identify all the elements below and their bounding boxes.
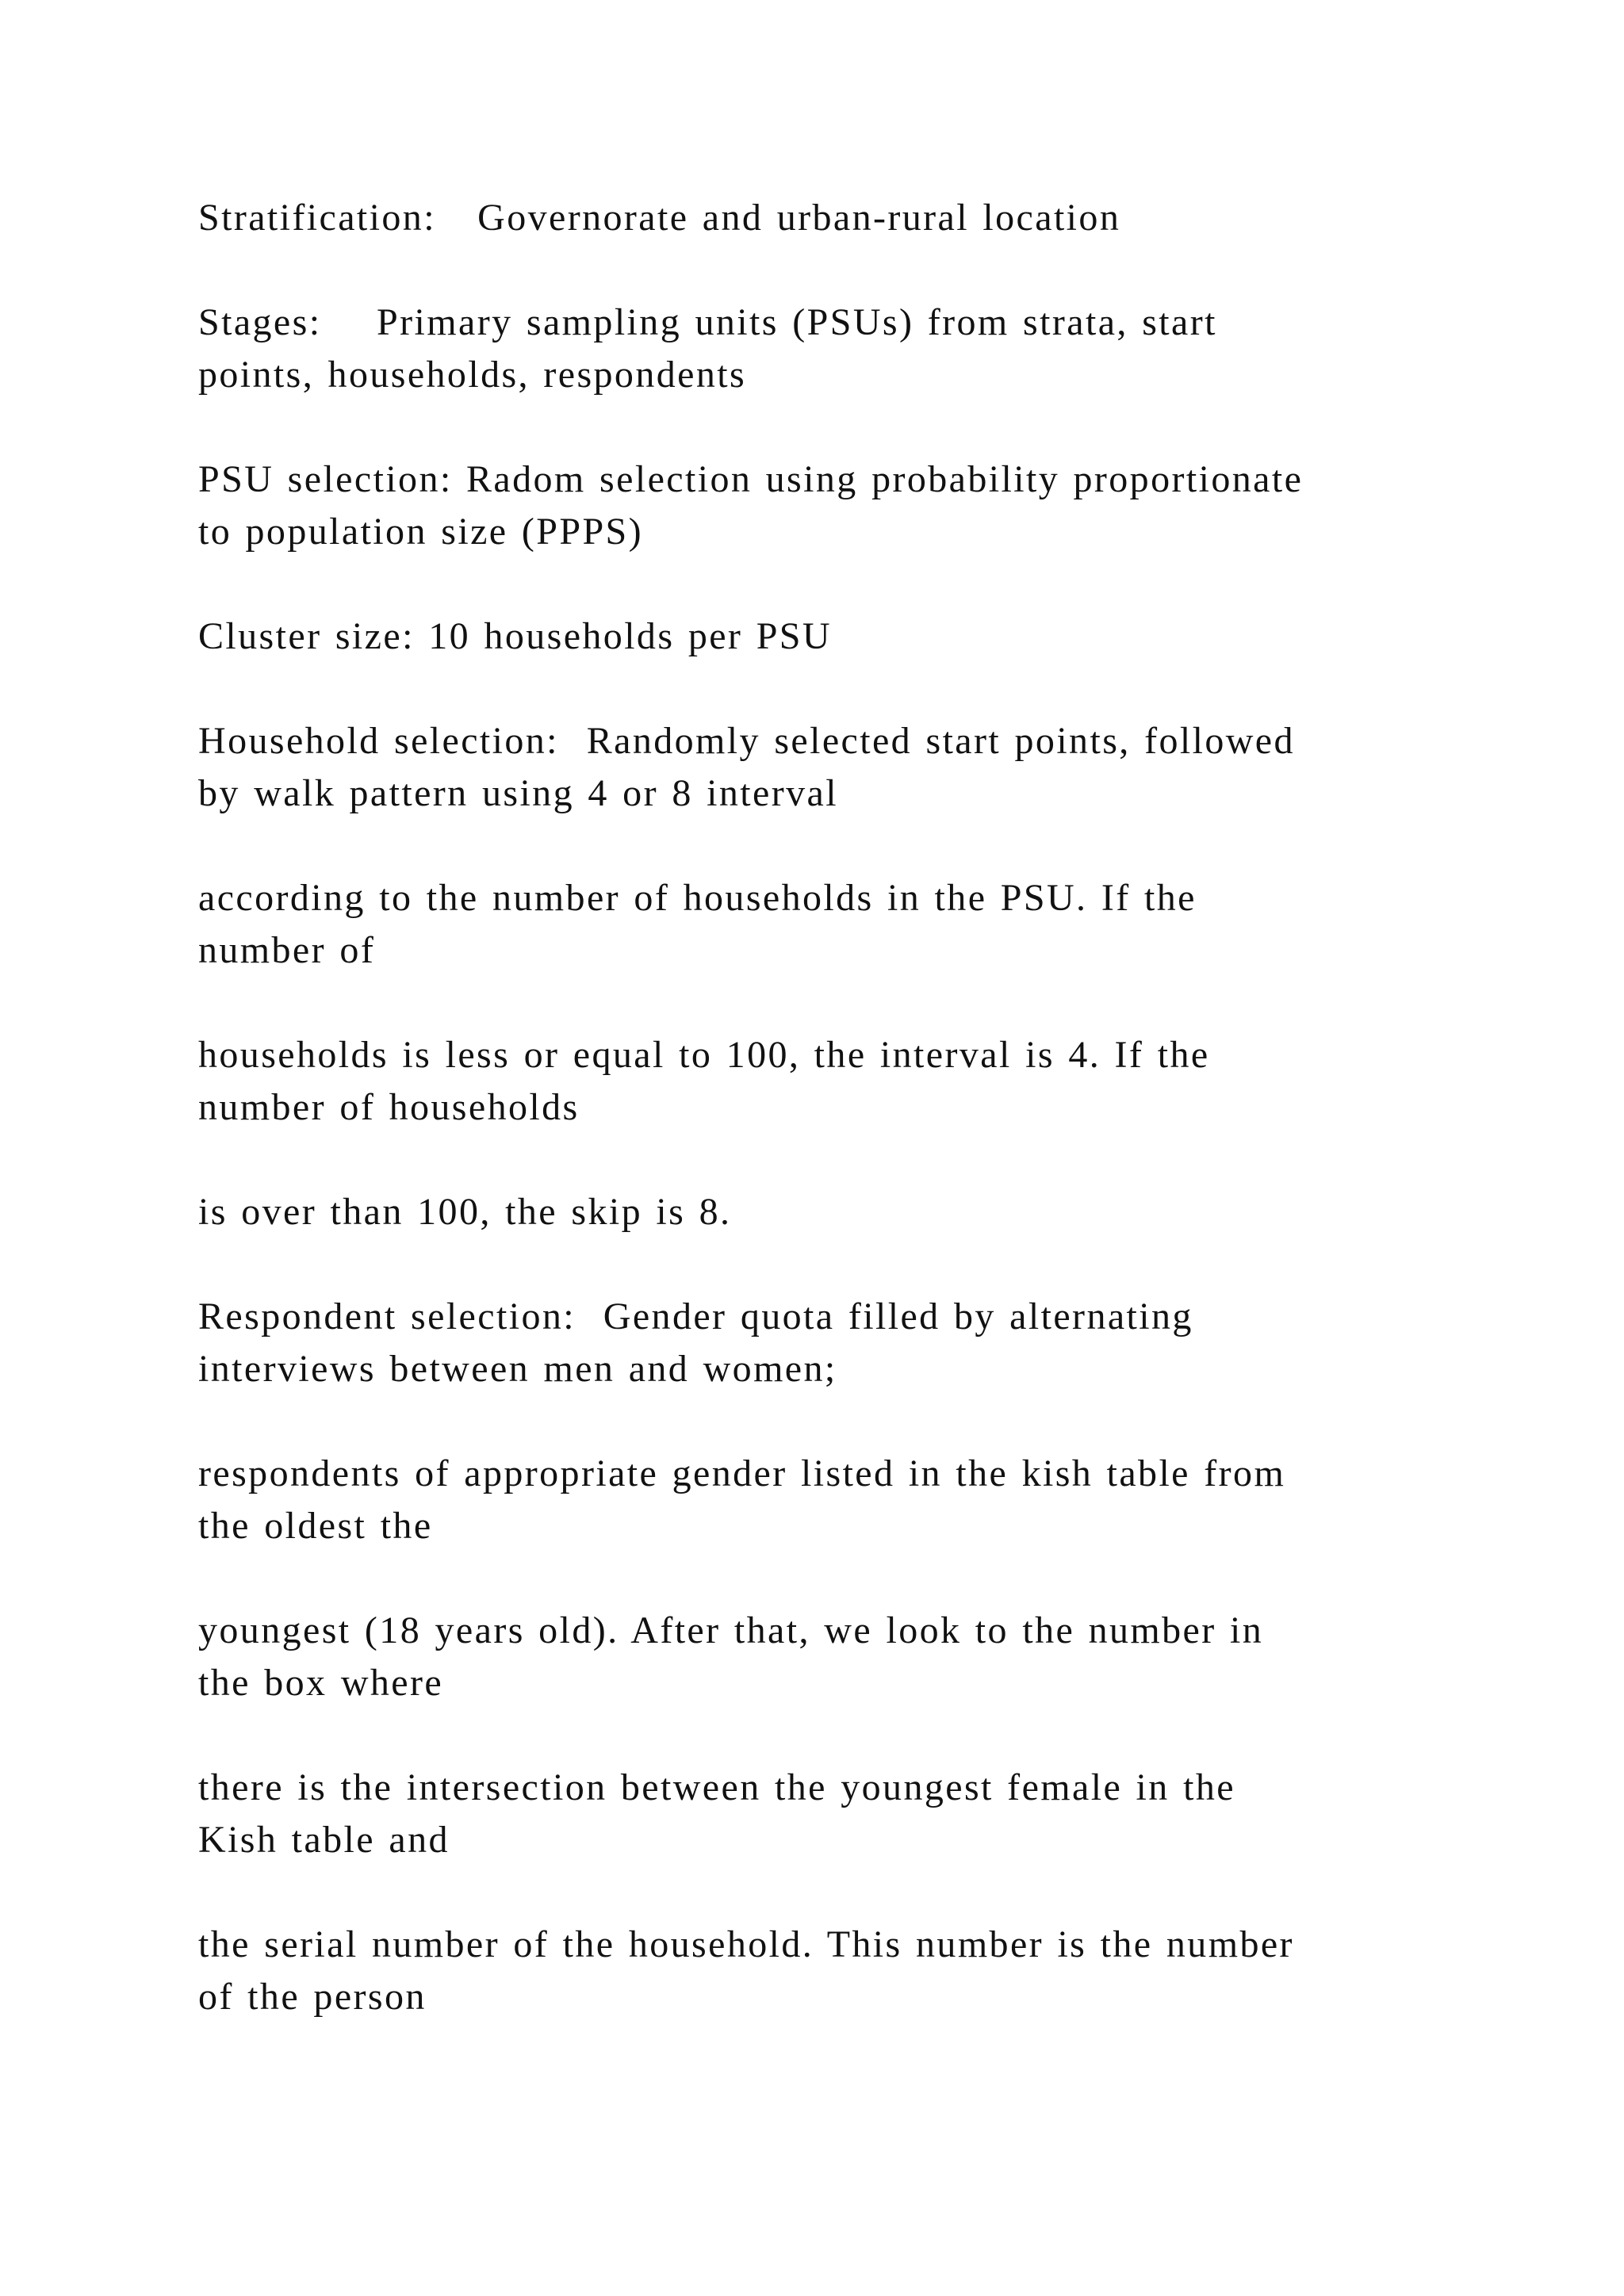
paragraph-household-selection-cont-3: is over than 100, the skip is 8. bbox=[198, 1191, 732, 1233]
paragraph-respondent-selection-cont-3: there is the intersection between the youngest female in the Kish table and bbox=[198, 1766, 1235, 1861]
paragraph-respondent-selection-cont-2: youngest (18 years old). After that, we look to the number in the box where bbox=[198, 1609, 1264, 1704]
paragraph-respondent-selection-cont-1: respondents of appropriate gender listed in the kish table from the oldest the bbox=[198, 1452, 1286, 1547]
paragraph-psu-selection: PSU selection: Radom selection using probability proportionate to population size (PPPS) bbox=[198, 458, 1304, 553]
paragraph-household-selection-cont-2: households is less or equal to 100, the interval is 4. If the number of households bbox=[198, 1034, 1210, 1128]
paragraph-stratification: Stratification: Governorate and urban-rural location bbox=[198, 197, 1121, 239]
paragraph-household-selection: Household selection: Randomly selected start points, followed by walk pattern using 4 or 8 interval bbox=[198, 720, 1295, 814]
paragraph-respondent-selection-cont-4: the serial number of the household. This number is the number of the person bbox=[198, 1923, 1294, 2018]
paragraph-household-selection-cont-1: according to the number of households in the PSU. If the number of bbox=[198, 877, 1197, 971]
paragraph-respondent-selection: Respondent selection: Gender quota filled by alternating interviews between men and women; bbox=[198, 1295, 1193, 1390]
paragraph-cluster-size: Cluster size: 10 households per PSU bbox=[198, 615, 832, 657]
document-body bbox=[198, 192, 1435, 2076]
paragraph-stages: Stages: Primary sampling units (PSUs) from strata, start points, households, respondents bbox=[198, 301, 1217, 396]
